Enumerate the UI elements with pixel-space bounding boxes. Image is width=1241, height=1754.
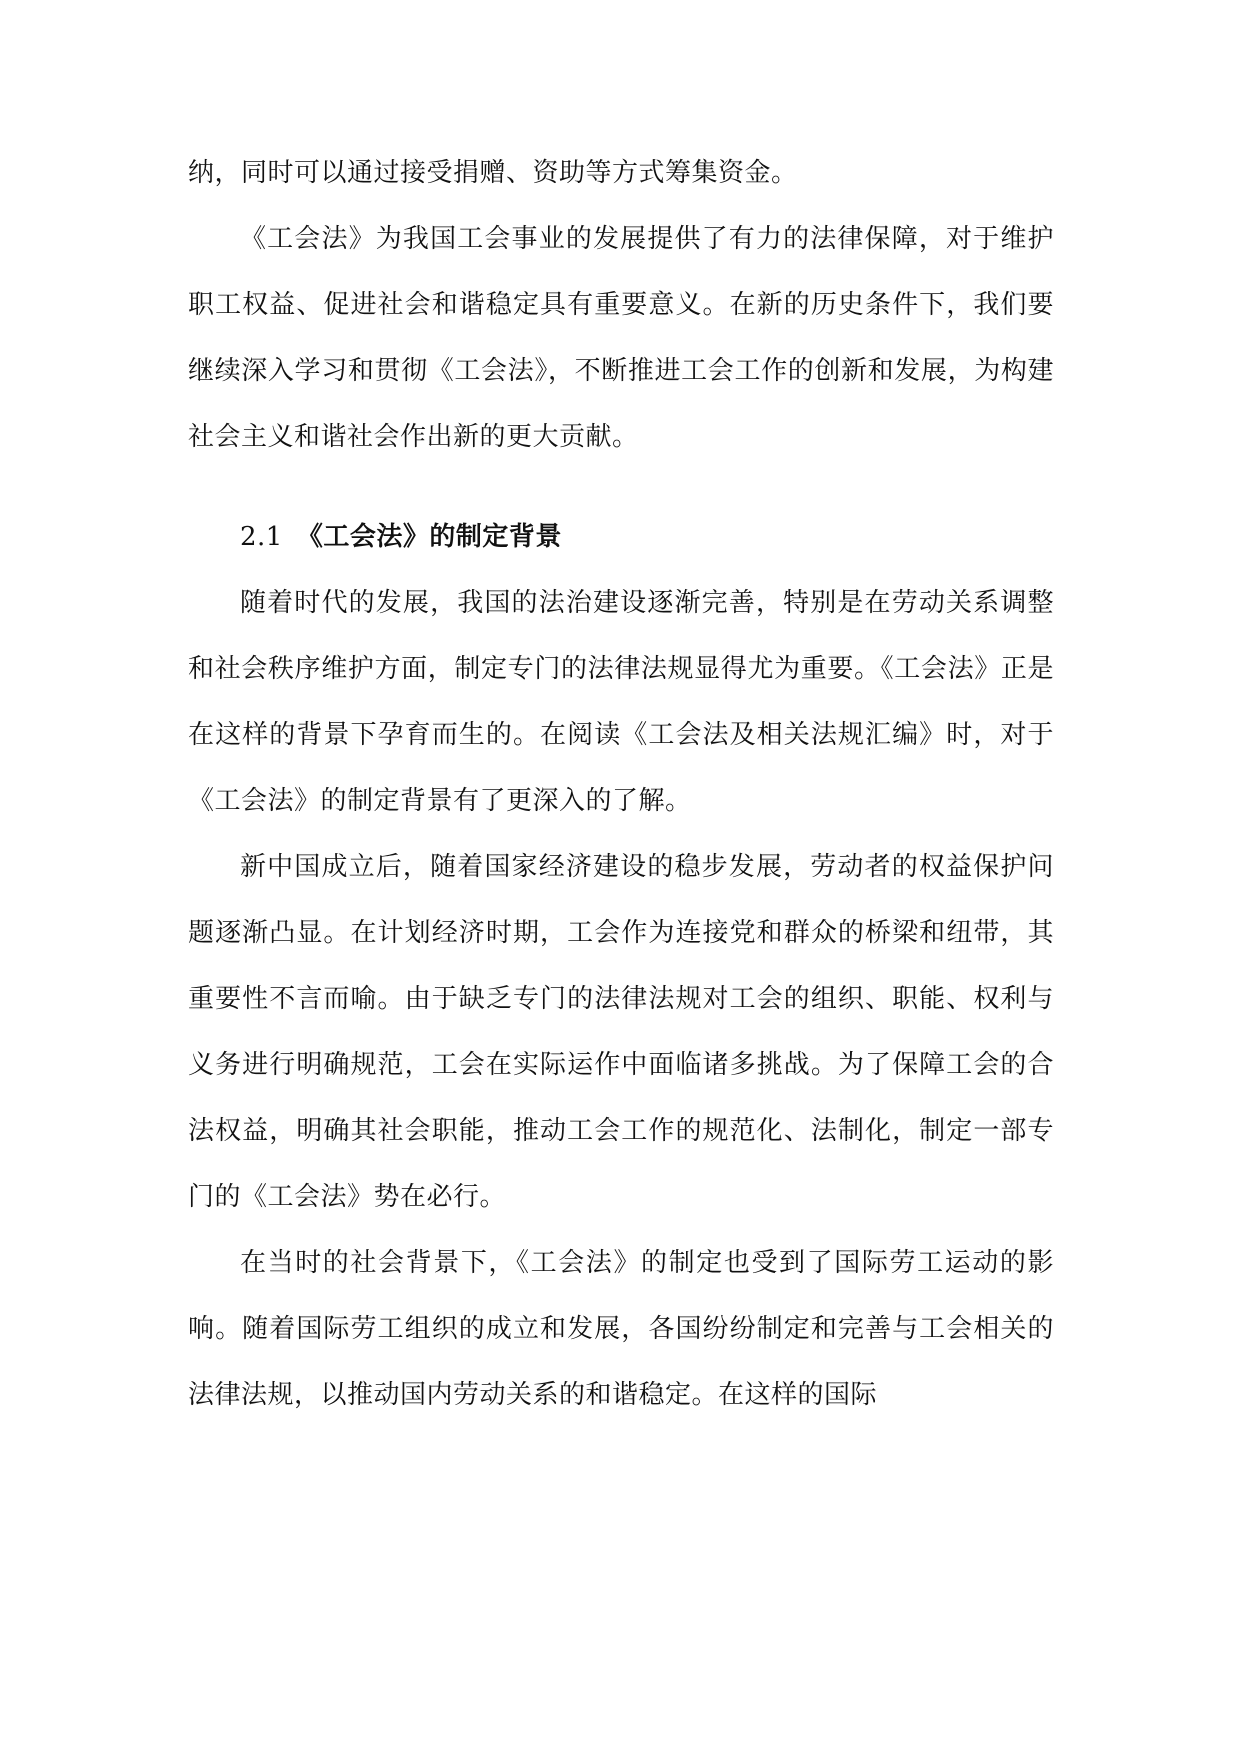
section-heading	[188, 504, 1054, 570]
document-body	[188, 140, 1054, 1428]
paragraph-significance: 《工会法》为我国工会事业的发展提供了有力的法律保障，对于维护职工权益、促进社会和谐稳定具有重要意义。在新的历史条件下，我们要继续深入学习和贯彻《工会法》，不断推进工会工作的创新和发展，为构建社会主义和谐社会作出新的更大贡献。	[188, 224, 1054, 452]
paragraph-international-influence: 在当时的社会背景下，《工会法》的制定也受到了国际劳工运动的影响。随着国际劳工组织的成立和发展，各国纷纷制定和完善与工会相关的法律法规，以推动国内劳动关系的和谐稳定。在这样的国际	[188, 1248, 1054, 1410]
section-title: 《工会法》的制定背景	[296, 522, 562, 552]
paragraph-background-intro: 随着时代的发展，我国的法治建设逐渐完善，特别是在劳动关系调整和社会秩序维护方面，制定专门的法律法规显得尤为重要。《工会法》正是在这样的背景下孕育而生的。在阅读《工会法及相关法规汇编》时，对于《工会法》的制定背景有了更深入的了解。	[188, 588, 1054, 816]
paragraph-historical-context: 新中国成立后，随着国家经济建设的稳步发展，劳动者的权益保护问题逐渐凸显。在计划经济时期，工会作为连接党和群众的桥梁和纽带，其重要性不言而喻。由于缺乏专门的法律法规对工会的组织、职能、权利与义务进行明确规范，工会在实际运作中面临诸多挑战。为了保障工会的合法权益，明确其社会职能，推动工会工作的规范化、法制化，制定一部专门的《工会法》势在必行。	[188, 852, 1054, 1212]
paragraph-continuation: 纳，同时可以通过接受捐赠、资助等方式筹集资金。	[188, 158, 798, 188]
section-number: 2.1	[240, 522, 283, 552]
